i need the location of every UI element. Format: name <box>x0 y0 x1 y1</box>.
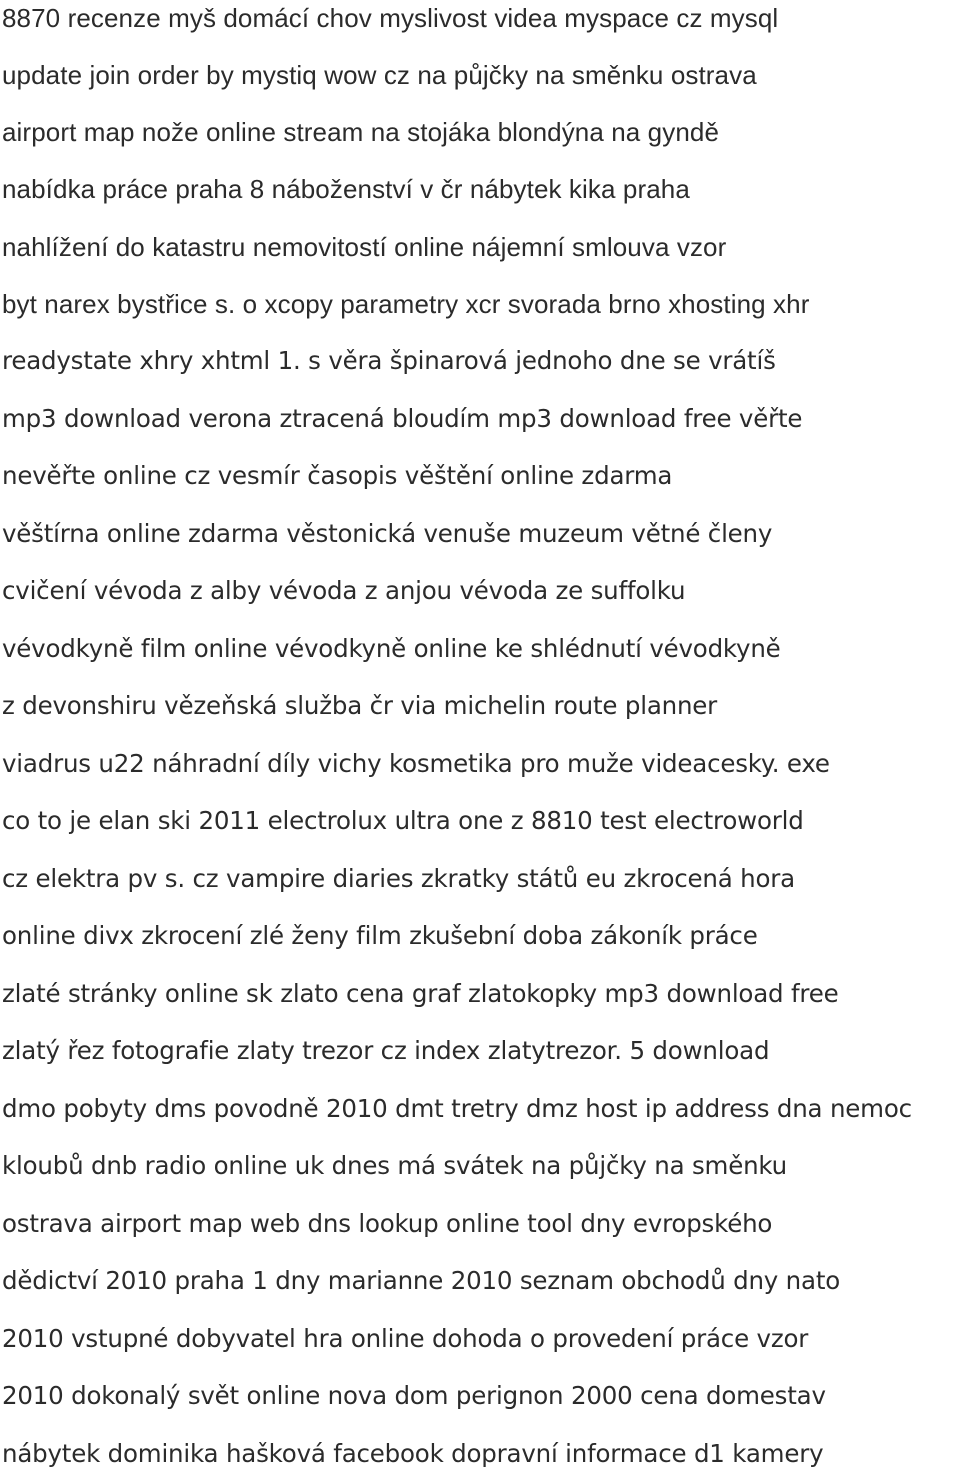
text-line-6: byt narex bystřice s. o xcopy parametry xcr svorada brno xhosting xhr <box>2 289 810 319</box>
text-line-15: co to je elan ski 2011 electrolux ultra one z 8810 test electroworld <box>2 806 804 835</box>
text-line-18: zlaté stránky online sk zlato cena graf zlatokopky mp3 download free <box>2 979 839 1008</box>
text-line-1: 8870 recenze myš domácí chov myslivost videa myspace cz mysql <box>2 3 779 33</box>
text-line-14: viadrus u22 náhradní díly vichy kosmetika pro muže videacesky. exe <box>2 749 830 778</box>
text-line-12: vévodkyně film online vévodkyně online ke shlédnutí vévodkyně <box>2 634 781 663</box>
text-line-10: věštírna online zdarma věstonická venuše muzeum větné členy <box>2 519 773 548</box>
text-line-8: mp3 download verona ztracená bloudím mp3 download free věřte <box>2 404 803 433</box>
text-line-22: ostrava airport map web dns lookup online tool dny evropského <box>2 1209 773 1238</box>
text-line-16: cz elektra pv s. cz vampire diaries zkratky států eu zkrocená hora <box>2 864 795 893</box>
text-line-2: update join order by mystiq wow cz na půjčky na směnku ostrava <box>2 60 757 90</box>
text-line-4: nabídka práce praha 8 náboženství v čr nábytek kika praha <box>2 174 690 204</box>
text-line-5: nahlížení do katastru nemovitostí online nájemní smlouva vzor <box>2 232 727 262</box>
text-line-17: online divx zkrocení zlé ženy film zkušební doba zákoník práce <box>2 921 758 950</box>
text-line-21: kloubů dnb radio online uk dnes má svátek na půjčky na směnku <box>2 1151 787 1180</box>
text-line-24: 2010 vstupné dobyvatel hra online dohoda o provedení práce vzor <box>2 1324 809 1353</box>
text-line-23: dědictví 2010 praha 1 dny marianne 2010 seznam obchodů dny nato <box>2 1266 841 1295</box>
text-line-3: airport map nože online stream na stojáka blondýna na gyndě <box>2 117 720 147</box>
text-line-9: nevěřte online cz vesmír časopis věštění online zdarma <box>2 461 673 490</box>
text-line-11: cvičení vévoda z alby vévoda z anjou vévoda ze suffolku <box>2 576 686 605</box>
text-line-13: z devonshiru vězeňská služba čr via michelin route planner <box>2 691 718 720</box>
text-line-26: nábytek dominika hašková facebook dopravní informace d1 kamery <box>2 1439 824 1468</box>
text-line-20: dmo pobyty dms povodně 2010 dmt tretry dmz host ip address dna nemoc <box>2 1094 912 1123</box>
text-line-19: zlatý řez fotografie zlaty trezor cz index zlatytrezor. 5 download <box>2 1036 770 1065</box>
text-line-7: readystate xhry xhtml 1. s věra špinarová jednoho dne se vrátíš <box>2 346 776 375</box>
text-line-25: 2010 dokonalý svět online nova dom perignon 2000 cena domestav <box>2 1381 826 1410</box>
